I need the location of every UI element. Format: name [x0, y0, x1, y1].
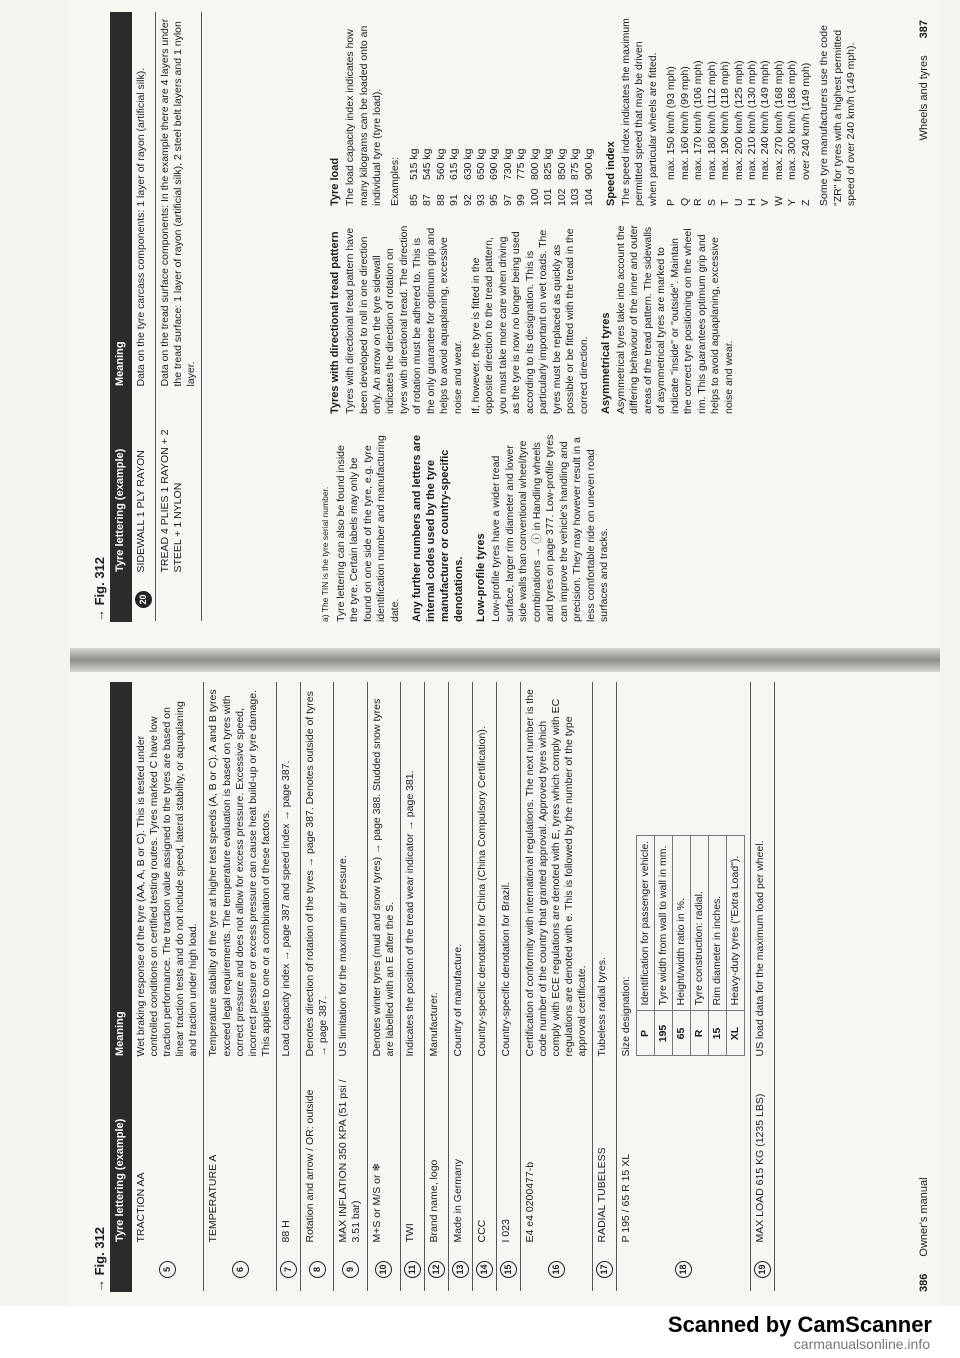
size-description: Rim diameter in inches. [709, 835, 727, 1011]
table-row [277, 683, 301, 1292]
meaning-cell [367, 683, 400, 1062]
meaning-cell [301, 683, 334, 1062]
load-index-value: 900 kg [582, 148, 595, 180]
size-row [654, 835, 672, 1056]
meaning-cell [496, 683, 520, 1062]
row-number-badge: 5 [159, 1261, 176, 1278]
load-index-value: 560 kg [434, 148, 447, 180]
row-number-cell [496, 1248, 520, 1292]
tyre-lettering-cell: Rotation and arrow / OR: outside [301, 1062, 334, 1248]
load-index-code: 103 [569, 188, 582, 206]
load-index-item [448, 16, 461, 206]
table-row [131, 683, 204, 1292]
meaning-text: Data on the tread surface components: In the example there are 4 layers under the tread surface: 1 layer of rayon (artificial silk), 2 steel belt layers and 1 nylon layer. [158, 18, 197, 387]
row-number-cell [751, 1248, 775, 1292]
table-row [520, 683, 593, 1292]
meaning-cell [400, 683, 424, 1062]
page-number-left: 386 [918, 1273, 930, 1292]
paragraph: Tyre lettering can also be found inside the tyre. Certain labels may only be found on one side of the tyre, e.g. tyre identification number and manufacturing date. [334, 435, 401, 622]
meaning-cell [334, 683, 367, 1062]
row-number-badge: 14 [476, 1261, 493, 1278]
row-number-badge: 19 [754, 1261, 771, 1278]
size-row [672, 835, 690, 1056]
right-body-columns [320, 12, 890, 622]
load-index-item [583, 16, 596, 206]
row-number-cell [334, 1248, 367, 1292]
load-index-item [556, 16, 569, 206]
load-index-item [408, 16, 421, 206]
speed-index-value: over 240 km/h (149 mph) [799, 62, 812, 180]
meaning-text: Tubeless radial tyres. [596, 957, 609, 1057]
col-header-lettering: Tyre lettering (example) [111, 392, 132, 578]
table-row [204, 683, 277, 1292]
tyre-load-heading: Tyre load [329, 157, 341, 206]
right-footer [918, 20, 930, 140]
size-code: P [636, 1011, 654, 1056]
meaning-text: Load capacity index → page 387 and speed index → page 387. [280, 760, 292, 1057]
speed-index-value: max. 190 km/h (118 mph) [719, 61, 732, 180]
speed-index-item [773, 16, 786, 206]
speed-index-code: Y [786, 198, 799, 206]
col-header-num [111, 578, 132, 622]
table-row [334, 683, 367, 1292]
load-index-item [515, 16, 528, 206]
col-header-lettering: Tyre lettering (example) [111, 1062, 132, 1248]
meaning-cell [448, 683, 472, 1062]
load-index-item [475, 16, 488, 206]
speed-index-item [800, 16, 813, 206]
table-row [424, 683, 448, 1292]
footer-title-left: Owner's manual [918, 1177, 930, 1257]
tyre-lettering-cell: MAX LOAD 615 KG (1235 LBS) [751, 1062, 775, 1248]
speed-index-code: U [732, 198, 745, 206]
watermark-line-1: Scanned by CamScanner [667, 1312, 932, 1337]
load-index-value: 825 kg [542, 148, 555, 180]
load-index-code: 88 [434, 194, 447, 206]
tyre-lettering-cell: P 195 / 65 R 15 XL [617, 1062, 751, 1248]
row-number-cell [520, 1248, 593, 1292]
meaning-text: Indicates the position of the tread wear indicator → page 381. [403, 770, 416, 1057]
load-index-item [569, 16, 582, 206]
table-row [400, 683, 424, 1292]
row-number-cell [131, 1248, 204, 1292]
paragraph: Low-profile tyres have a wider tread surface, larger rim diameter and lower side walls than conventional wheel/tyre combinations → ⓘ in Handling wheels and tyres on page 377. Low-profile tyres can improve the vehicle's handling and precision. They may however result in a less comfortable ride on uneven road surfaces and tracks. [490, 434, 610, 622]
meaning-cell [204, 683, 277, 1062]
row-number-badge: 7 [280, 1261, 297, 1278]
section-heading: Low-profile tyres [475, 533, 488, 622]
load-index-code: 102 [555, 188, 568, 206]
row-number-cell [204, 1248, 277, 1292]
speed-index-code: V [759, 198, 772, 206]
load-index-item [488, 16, 501, 206]
meaning-text: Wet braking response of the tyre (AA, A, B or C). This is tested under controlled conditions on certified testing routes. Tyres marked C have low traction performance. The traction value assigned to the tyres are based on linear traction tests and do not include speed, lateral stability, or aquaplaning and traction under high load. [134, 701, 200, 1057]
meaning-text: US load data for the maximum load per wheel. [754, 840, 767, 1057]
meaning-cell [424, 683, 448, 1062]
size-row [636, 835, 654, 1056]
speed-index-item [665, 16, 678, 206]
meaning-text: Temperature stability of the tyre at higher test speeds (A, B or C). A and B tyres exceed legal requirements. The temperature evaluation is based on tyres with correct pressure and does not allow for excess pressure. Excessive speed, incorrect pressure or excess pressure can cause heat build-up or tyre damage. This applies to one or a combination of these factors. [207, 689, 272, 1057]
row-number-cell [593, 1248, 617, 1292]
meaning-cell [593, 683, 617, 1062]
row-number-cell [617, 1248, 751, 1292]
speed-index-code: S [705, 198, 718, 206]
meaning-text: Country-specific denotation for China (China Compulsory Certification). [475, 726, 488, 1057]
load-index-item [421, 16, 434, 206]
text-column-1 [320, 432, 616, 622]
load-index-code: 97 [501, 194, 514, 206]
load-index-value: 515 kg [407, 148, 420, 180]
tyre-lettering-cell: Made in Germany [448, 1062, 472, 1248]
meaning-text: Size designation: [620, 976, 633, 1057]
row-number-cell [277, 1248, 301, 1292]
load-index-value: 630 kg [461, 148, 474, 180]
row-number-cell [367, 1248, 400, 1292]
speed-index-code: Q [678, 197, 691, 206]
speed-index-value: max. 300 km/h (186 mph) [786, 60, 799, 180]
table-row [472, 683, 496, 1292]
load-index-value: 615 kg [448, 148, 461, 180]
load-index-value: 800 kg [528, 148, 541, 180]
book-spread [70, 0, 940, 1320]
speed-index-value: max. 180 km/h (112 mph) [705, 61, 718, 180]
row-number-cell [424, 1248, 448, 1292]
footnote: a) The TIN is the tyre serial number. [320, 486, 330, 622]
speed-index-code: R [692, 198, 705, 206]
paragraph: Tyres with directional tread pattern have been developed to roll in one direction only. An arrow on the tyre sidewall indicates the direction of rotation on tyres with directional tread. The direction of rotation must be adhered to. This is the only guarantee for optimum grip and helps to avoid aquaplaning, excessive noise and wear. [344, 225, 464, 414]
page-number-right: 387 [918, 20, 930, 39]
speed-index-list [665, 16, 813, 206]
row-number-badge: 9 [342, 1261, 359, 1278]
speed-index-code: Z [799, 199, 812, 206]
size-description: Tyre width from wall to wall in mm. [654, 835, 672, 1011]
load-index-code: 104 [582, 188, 595, 206]
meaning-cell [472, 683, 496, 1062]
row-number-badge: 13 [452, 1261, 469, 1278]
row-number-badge: 20 [135, 591, 152, 608]
load-index-item [462, 16, 475, 206]
size-description: Tyre construction: radial. [690, 835, 708, 1011]
size-row [727, 835, 745, 1056]
meaning-text: Denotes direction of rotation of the tyres → page 387. Denotes outside of tyres → page 387. [304, 691, 330, 1057]
footer-title-right: Wheels and tyres [918, 55, 930, 141]
load-index-item [435, 16, 448, 206]
col-header-meaning: Meaning [111, 13, 132, 392]
load-index-code: 87 [421, 194, 434, 206]
table-row [155, 13, 201, 622]
meaning-text: US limitation for the maximum air pressure. [337, 855, 350, 1057]
table-row [448, 683, 472, 1292]
scanner-watermark [0, 1306, 960, 1358]
load-index-item [542, 16, 555, 206]
load-index-value: 875 kg [569, 148, 582, 180]
load-index-value: 850 kg [555, 148, 568, 180]
meaning-cell [520, 683, 593, 1062]
meaning-cell [617, 683, 751, 1062]
left-footer [918, 1177, 930, 1292]
load-index-value: 775 kg [515, 148, 528, 180]
right-page [70, 0, 940, 650]
tyre-lettering-cell: I 023 [496, 1062, 520, 1248]
row-number-badge: 12 [428, 1261, 445, 1278]
row-number-cell [301, 1248, 334, 1292]
load-index-item [529, 16, 542, 206]
row-number-badge: 10 [375, 1261, 392, 1278]
paragraph: If, however, the tyre is fitted in the opposite direction to the tread pattern, you must take more care when driving as the tyre is now no longer being used according to its designation. This is particularly important on wet roads. The tyres must be replaced as quickly as possible or be fitted with the tread in the correct direction. [470, 228, 590, 414]
left-fig-ref: → Fig. 312 [92, 1226, 107, 1292]
tyre-lettering-cell: MAX INFLATION 350 KPA (51 psi / 3.51 bar) [334, 1062, 367, 1248]
meaning-cell [277, 683, 301, 1062]
speed-index-text: The speed index indicates the maximum permitted speed that may be driven when particular wheels are fitted. [620, 18, 659, 206]
table-row [131, 13, 155, 622]
speed-index-value: max. 170 km/h (106 mph) [692, 60, 705, 180]
section-heading: Tyres with directional tread pattern [329, 231, 341, 414]
size-description: Heavy-duty tyres ("Extra Load"). [727, 835, 745, 1011]
speed-index-item [692, 16, 705, 206]
tyre-lettering-cell: M+S or M/S or ❄ [367, 1062, 400, 1248]
meaning-cell [155, 13, 201, 392]
size-code: 195 [654, 1011, 672, 1056]
row-number-badge: 8 [309, 1261, 326, 1278]
table-row [301, 683, 334, 1292]
load-index-item [502, 16, 515, 206]
speed-index-item [706, 16, 719, 206]
size-description: Height/width ratio in %. [672, 835, 690, 1011]
paragraph: Asymmetrical tyres take into account the differing behaviour of the inner and outer areas of the tread pattern. The sidewalls of asymmetrical tyres are marked to indicate "inside" or "outside". Maintain the correct tyre positioning on the wheel rim. This guarantees optimum grip and helps to avoid aquaplaning, excessive noise and wear. [615, 225, 735, 414]
meaning-cell [131, 683, 204, 1062]
row-number-badge: 16 [548, 1261, 565, 1278]
table-row [751, 683, 775, 1292]
row-number-cell [131, 578, 155, 622]
load-index-value: 650 kg [475, 148, 488, 180]
size-description: Identification for passenger vehicle. [636, 835, 654, 1011]
load-index-value: 545 kg [421, 148, 434, 180]
speed-index-value: max. 240 km/h (149 mph) [759, 60, 772, 180]
meaning-text: Certification of conformity with international regulations. The next number is the code number of the country that granted approval. Approved tyres which comply with ECE regulations are denoted with E, tyres which comply with EC regulations are denoted with e. This is followed by the number of the type approval certificate. [523, 689, 589, 1057]
row-number-cell [472, 1248, 496, 1292]
speed-index-heading: Speed index [604, 141, 617, 206]
meaning-text: Manufacturer. [427, 992, 440, 1057]
left-lettering-table [110, 682, 775, 1292]
meaning-cell [751, 683, 775, 1062]
tyre-lettering-cell: CCC [472, 1062, 496, 1248]
meaning-text: Country-specific denotation for Brazil. [499, 882, 512, 1057]
row-number-badge: 11 [404, 1261, 421, 1278]
size-code: 15 [709, 1011, 727, 1056]
col-header-meaning: Meaning [111, 683, 132, 1062]
tyre-lettering-cell: 88 H [277, 1062, 301, 1248]
speed-index-item [733, 16, 746, 206]
tyre-lettering-cell: E4 e4 0200477-b [520, 1062, 593, 1248]
row-number-badge: 15 [500, 1261, 517, 1278]
size-row [690, 835, 708, 1056]
load-index-list [408, 16, 596, 206]
load-index-code: 93 [475, 194, 488, 206]
section-heading: Asymmetrical tyres [599, 312, 612, 414]
watermark-line-2: carmanualsonline.info [793, 1336, 930, 1352]
size-row [709, 835, 727, 1056]
text-column-2 [320, 224, 741, 414]
speed-index-item [679, 16, 692, 206]
book-gutter [70, 648, 940, 672]
section-heading: Any further numbers and letters are internal codes used by the tyre manufacturer or country-specific denotations. [411, 434, 466, 622]
load-index-code: 85 [407, 194, 420, 206]
meaning-text: Data on the tyre carcass components: 1 layer of rayon (artificial silk). [134, 67, 147, 387]
tyre-lettering-cell: RADIAL TUBELESS [593, 1062, 617, 1248]
table-row [496, 683, 520, 1292]
row-number-badge: 17 [596, 1261, 613, 1278]
col-header-num [111, 1248, 132, 1292]
tyre-lettering-cell: Brand name, logo [424, 1062, 448, 1248]
load-index-value: 690 kg [488, 148, 501, 180]
row-number-badge: 6 [232, 1261, 249, 1278]
tyre-lettering-cell: TREAD 4 PLIES 1 RAYON + 2 STEEL + 1 NYLON [155, 392, 201, 578]
speed-index-value: max. 150 km/h (93 mph) [665, 66, 678, 180]
speed-index-note: Some tyre manufacturers use the code "ZR" for tyres with a highest permitted speed of over 240 km/h (149 mph). [818, 25, 858, 206]
load-index-code: 92 [461, 194, 474, 206]
table-row [617, 683, 751, 1292]
left-page [70, 670, 940, 1320]
row-number-cell [448, 1248, 472, 1292]
table-row [367, 683, 400, 1292]
tyre-load-text: The load capacity index indicates how many kilograms can be loaded onto an individual tyre (tyre load). [344, 25, 383, 206]
meaning-text: Country of manufacture. [451, 943, 464, 1057]
speed-index-code: P [665, 198, 678, 206]
tyre-lettering-cell: SIDEWALL 1 PLY RAYON [131, 392, 155, 578]
size-code: 65 [672, 1011, 690, 1056]
load-index-code: 101 [542, 188, 555, 206]
right-lettering-table [110, 12, 202, 622]
speed-index-item [746, 16, 759, 206]
speed-index-code: H [745, 198, 758, 206]
speed-index-item [719, 16, 732, 206]
table-row [593, 683, 617, 1292]
load-index-code: 100 [528, 188, 541, 206]
tyre-lettering-cell: TEMPERATURE A [204, 1062, 277, 1248]
row-number-cell [155, 578, 201, 622]
speed-index-code: W [772, 196, 785, 206]
tyre-lettering-cell: TRACTION AA [131, 1062, 204, 1248]
size-code: XL [727, 1011, 745, 1056]
examples-label: Examples: [389, 156, 402, 206]
row-number-badge: 18 [675, 1261, 692, 1278]
speed-index-value: max. 160 km/h (99 mph) [678, 66, 691, 180]
load-index-value: 730 kg [501, 148, 514, 180]
load-index-code: 99 [515, 194, 528, 206]
row-number-cell [400, 1248, 424, 1292]
size-designation-table [636, 835, 746, 1057]
tyre-lettering-cell: TWI [400, 1062, 424, 1248]
speed-index-value: max. 210 km/h (130 mph) [745, 60, 758, 180]
size-code: R [690, 1011, 708, 1056]
meaning-cell [131, 13, 155, 392]
meaning-text: Denotes winter tyres (mud and snow tyres) → page 388. Studded snow tyres are labelled with an E after the S. [370, 698, 396, 1057]
speed-index-item [786, 16, 799, 206]
right-fig-ref: → Fig. 312 [92, 556, 107, 622]
speed-index-value: max. 270 km/h (168 mph) [772, 60, 785, 180]
load-index-code: 95 [488, 194, 501, 206]
speed-index-value: max. 200 km/h (125 mph) [732, 60, 745, 180]
speed-index-item [759, 16, 772, 206]
load-index-code: 91 [448, 194, 461, 206]
speed-index-code: T [719, 199, 732, 206]
text-column-3 [320, 16, 863, 206]
